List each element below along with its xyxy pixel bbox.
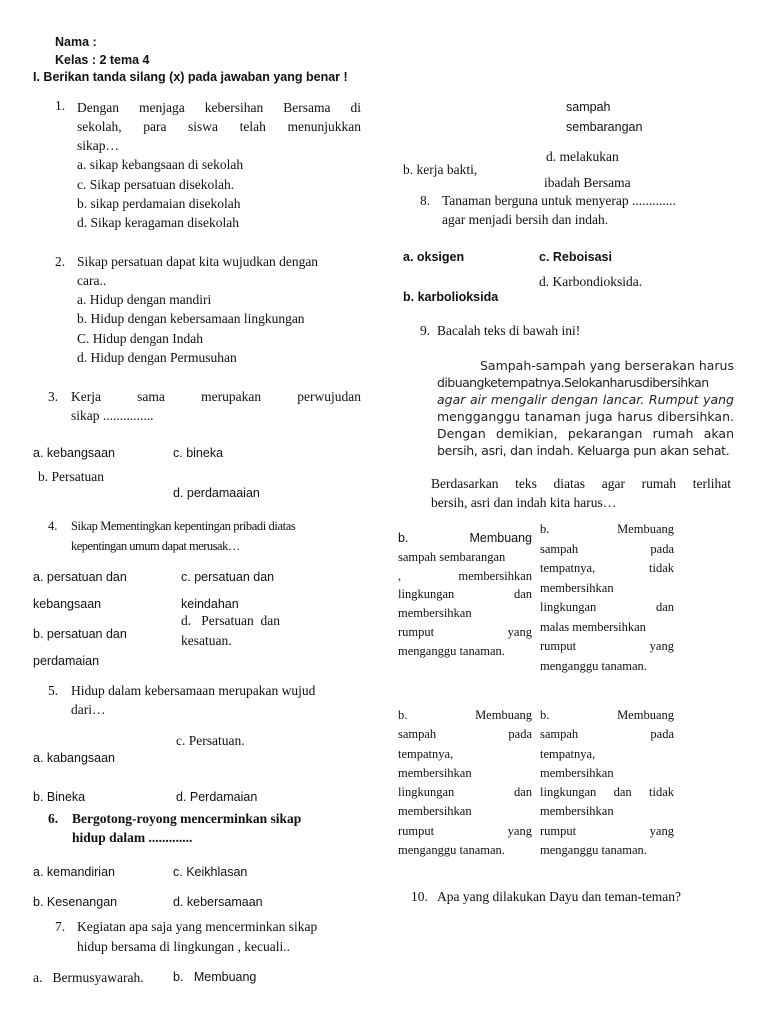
q1-stem-line: sikap… <box>77 138 119 153</box>
q6-option-a[interactable]: a. kemandirian <box>33 865 115 879</box>
q1-stem-line: sekolah, para siswa telah menunjukkan <box>77 119 361 134</box>
option-line: sampah pada <box>540 541 674 556</box>
q2-option-b[interactable]: b. Hidup dengan kebersamaan lingkungan <box>77 311 305 326</box>
q7-option-a[interactable]: a. Bermusyawarah. <box>33 970 144 985</box>
option-line: b. Membuang <box>540 522 674 536</box>
option-line: lingkungan dan tidak <box>540 785 674 800</box>
q9-question-line: bersih, asri dan indah kita harus… <box>431 495 617 510</box>
option-line: sampah pada <box>398 727 532 742</box>
q9-option-1[interactable] <box>398 529 532 661</box>
q1-option-a[interactable]: a. sikap kebangsaan di sekolah <box>77 157 244 172</box>
option-line: membersihkan <box>398 804 472 819</box>
q8-stem-line: Tanaman berguna untuk menyerap ............. <box>442 193 676 208</box>
option-line: rumput yang <box>398 624 532 639</box>
option-line: rumput yang <box>398 823 532 838</box>
q4-option-d-cont: kesatuan. <box>181 633 232 648</box>
option-line: lingkungan dan <box>540 600 674 614</box>
q7-option-b-cont: sampah <box>566 100 611 114</box>
q4-option-c[interactable]: c. persatuan dan <box>181 570 275 584</box>
option-line: tempatnya, <box>540 746 596 761</box>
q8-option-c[interactable]: c. Reboisasi <box>539 250 612 264</box>
option-line: membersihkan <box>540 765 614 780</box>
q6-option-d[interactable]: d. kebersamaan <box>173 895 263 909</box>
option-line: b. Membuang <box>398 531 532 545</box>
q3-option-a[interactable]: a. kebangsaan <box>33 446 116 460</box>
option-line: menganggu tanaman. <box>540 843 647 858</box>
q6-option-b[interactable]: b. Kesenangan <box>33 895 118 909</box>
q4-stem-line: Sikap Mementingkan kepentingan pribadi diatas <box>71 519 296 533</box>
q7-number: 7. <box>55 919 66 934</box>
q2-option-a[interactable]: a. Hidup dengan mandiri <box>77 292 212 307</box>
q3-option-d[interactable]: d. perdamaaian <box>173 486 260 500</box>
option-line: menganggu tanaman. <box>540 658 647 673</box>
q2-option-d[interactable]: d. Hidup dengan Permusuhan <box>77 350 237 365</box>
option-line: membersihkan <box>398 606 472 621</box>
option-line: tempatnya, tidak <box>540 561 674 575</box>
option-line: membersihkan <box>540 804 614 819</box>
q10-stem: Apa yang dilakukan Dayu dan teman-teman? <box>437 889 682 904</box>
option-line: rumput yang <box>540 639 674 653</box>
option-line: membersihkan <box>398 765 472 780</box>
q7-option-d-cont: ibadah Bersama <box>544 175 631 190</box>
passage-line: dibuangketempatnya.Selokanharusdibersihkan <box>437 375 709 390</box>
q7-option-b-alt[interactable]: b. kerja bakti, <box>403 162 478 177</box>
q9-option-2[interactable] <box>540 520 674 676</box>
q6-number: 6. <box>48 811 59 826</box>
q9-stem: Bacalah teks di bawah ini! <box>437 323 581 338</box>
q2-stem-line: cara.. <box>77 273 107 288</box>
passage-line: Dengan demikian, pekarangan rumah akan <box>437 426 734 441</box>
q8-option-d[interactable]: d. Karbondioksida. <box>539 274 643 289</box>
q8-stem-line: agar menjadi bersih dan indah. <box>442 212 609 227</box>
q6-option-c[interactable]: c. Keikhlasan <box>173 865 248 879</box>
option-line: b. Membuang <box>398 708 532 722</box>
q5-stem-line: dari… <box>71 702 106 717</box>
q4-number: 4. <box>48 519 58 533</box>
q1-stem-line: Dengan menjaga kebersihan Bersama di <box>77 100 361 115</box>
q5-stem-line: Hidup dalam kebersamaan merupakan wujud <box>71 683 316 698</box>
option-line: , membersihkan <box>398 568 532 583</box>
q4-option-b[interactable]: b. persatuan dan <box>33 627 127 641</box>
q9-option-3[interactable] <box>398 706 532 860</box>
q6-stem-line: Bergotong-royong mencerminkan sikap <box>72 811 302 826</box>
q7-option-b[interactable]: b. Membuang <box>173 970 257 984</box>
option-line: b. Membuang <box>540 708 674 722</box>
q5-option-a[interactable]: a. kabangsaan <box>33 751 116 765</box>
q3-option-c[interactable]: c. bineka <box>173 446 224 460</box>
passage-line: Sampah-sampah yang berserakan harus <box>479 358 734 373</box>
q8-option-a[interactable]: a. oksigen <box>403 250 465 264</box>
q7-option-b-cont: sembarangan <box>566 120 643 134</box>
q10-number: 10. <box>411 889 428 904</box>
q4-stem-line: kepentingan umum dapat merusak… <box>71 539 240 553</box>
q5-option-b[interactable]: b. Bineka <box>33 790 86 804</box>
class-label: Kelas : 2 tema 4 <box>55 53 150 67</box>
q3-option-b[interactable]: b. Persatuan <box>38 469 104 484</box>
passage-line: mengganggu tanaman juga harus dibersihkan. <box>437 409 734 424</box>
option-line: lingkungan dan <box>398 587 532 602</box>
q1-option-c[interactable]: c. Sikap persatuan disekolah. <box>77 177 235 192</box>
option-line: menganggu tanaman. <box>398 643 505 658</box>
q2-stem-line: Sikap persatuan dapat kita wujudkan dengan <box>77 254 319 269</box>
q1-number: 1. <box>55 98 66 113</box>
q7-option-d[interactable]: d. melakukan <box>546 149 619 164</box>
q6-stem-line: hidup dalam ............. <box>72 830 193 845</box>
passage-line: bersih, asri, dan indah. Keluarga pun akan sehat. <box>437 443 730 458</box>
option-line: tempatnya, <box>398 746 454 761</box>
option-line: malas membersihkan <box>540 619 646 634</box>
option-line: sampah sembarangan <box>398 549 506 564</box>
q7-stem-line: Kegiatan apa saja yang mencerminkan sikap <box>77 919 318 934</box>
option-line: lingkungan dan <box>398 785 532 800</box>
option-line: menganggu tanaman. <box>398 843 505 858</box>
q7-stem-line: hidup bersama di lingkungan , kecuali.. <box>77 939 290 954</box>
section-title: I. Berikan tanda silang (x) pada jawaban yang benar ! <box>33 70 348 84</box>
q4-option-b-cont: perdamaian <box>33 654 100 668</box>
q4-option-a-cont: kebangsaan <box>33 597 102 611</box>
option-line: sampah pada <box>540 727 674 742</box>
q3-stem-line: Kerja sama merupakan perwujudan <box>71 389 361 404</box>
q5-number: 5. <box>48 683 59 698</box>
q2-option-c[interactable]: C. Hidup dengan Indah <box>77 331 203 346</box>
q9-question-line: Berdasarkan teks diatas agar rumah terlihat <box>431 476 731 491</box>
passage-line: agar air mengalir dengan lancar. Rumput yang <box>437 392 734 407</box>
q1-option-d[interactable]: d. Sikap keragaman disekolah <box>77 215 239 230</box>
option-line: rumput yang <box>540 823 674 838</box>
q4-option-a[interactable]: a. persatuan dan <box>33 570 127 584</box>
q8-option-b[interactable]: b. karbolioksida <box>403 290 499 304</box>
option-line: membersihkan <box>540 580 614 595</box>
q4-option-d[interactable]: d. Persatuan dan <box>181 613 280 628</box>
q5-option-c[interactable]: c. Persatuan. <box>176 733 245 748</box>
q3-number: 3. <box>48 389 59 404</box>
q1-option-b[interactable]: b. sikap perdamaian disekolah <box>77 196 241 211</box>
q9-number: 9. <box>420 323 431 338</box>
q9-option-4[interactable] <box>540 706 674 860</box>
q8-number: 8. <box>420 193 431 208</box>
q2-number: 2. <box>55 254 66 269</box>
q3-stem-line: sikap ............... <box>71 408 154 423</box>
name-label: Nama : <box>55 35 97 49</box>
q4-option-c-cont: keindahan <box>181 597 239 611</box>
q5-option-d[interactable]: d. Perdamaian <box>176 790 258 804</box>
